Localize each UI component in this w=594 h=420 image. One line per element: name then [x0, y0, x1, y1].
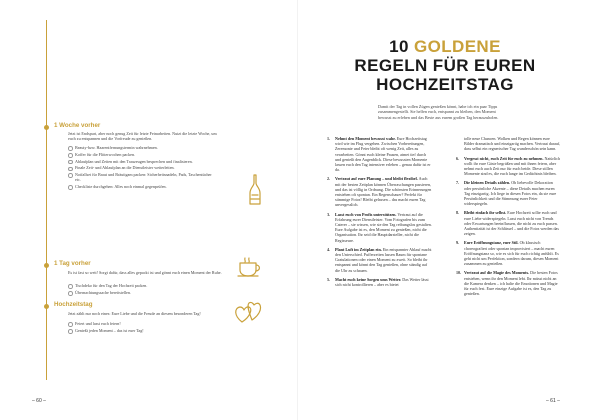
- section-intro-week: Jetzt ist Endspurt, aber noch genug Zeit für letzte Feinarbeiten. Nutzt die letzte Woche, um euch zu entspannen und die Vorfreude zu genießen.: [68, 131, 217, 142]
- rules-column-left: [327, 136, 432, 291]
- page-gutter: [297, 0, 298, 420]
- checklist-item: Übernachtungssache bereitstellen.: [68, 290, 218, 295]
- checklist-item: Finale Zeit- und Ablaufplan an die Dienstleister weiterleiten.: [68, 165, 218, 170]
- rule-item: 9. Eure Eröffnungstanz, euer Stil. Ob klassisch choreografiert oder spontan improvisiert – macht euren Eröffnungstanz so, wie es sich für euch richtig anfühlt. Es geht nicht um Perfektion, sondern darum, diesen Moment zusammen zu genießen.: [456, 240, 559, 267]
- section-title-week: 1 Woche vorher: [54, 122, 101, 129]
- timeline-dot: [44, 125, 49, 130]
- page-title-line2: REGELN FÜR EUREN: [354, 56, 536, 75]
- rule-item: 10. Vertraut auf die Magie des Moments. Die besten Fotos entstehen, wenn ihr den Moment lebt. Ihr müsst nicht an die Kamera denken – ich halte die Emotionen und Magie für euch fest. Eure einzige Aufgabe ist es, den Tag zu genießen.: [456, 270, 558, 297]
- timeline-dot: [44, 304, 49, 309]
- section-title-day-before: 1 Tag vorher: [54, 260, 91, 267]
- checklist-item: Genießt jeden Moment – das ist euer Tag!: [68, 328, 218, 333]
- page-title-line3: HOCHZEITSTAG: [376, 75, 514, 94]
- rule-continuation: tolle neue Chancen. Wolken und Regen können eure Bilder dramatisch und einzigartig machen. Vertraut darauf, dass selbst ein regnerischer Tag wunderschön sein kann.: [464, 136, 561, 152]
- rule-item: 6. Vergesst nicht, euch Zeit für euch zu nehmen. Natürlich wollt ihr eure Gäste begrüßen und mit ihnen feiern, aber nehmt euch auch Zeit nur für euch beide. Diese stillen Momente sind es, die euch lange im Gedächtnis bleiben.: [456, 155, 560, 177]
- checklist-week: [68, 145, 218, 191]
- title-number: 10: [389, 37, 409, 56]
- intro-paragraph: Damit der Tag in vollen Zügen genießen könnt, habe ich ein paar Tipps zusammengestellt. Sie helfen euch, entspannt zu bleiben, den Moment bewusst zu erleben und das Beste aus eurem großen Tag herauszuholen.: [378, 104, 499, 120]
- page-title-line1: [325, 37, 565, 56]
- title-highlight: GOLDENE: [413, 37, 501, 56]
- rule-item: 5. Macht euch keine Sorgen ums Wetter. Das Wetter lässt sich nicht kontrollieren – aber es bietet: [327, 276, 429, 288]
- section-intro-day-before: Es ist fast so weit! Sorgt dafür, dass alles gepackt ist und gönnt euch einen Moment der Ruhe.: [68, 270, 222, 275]
- coffee-cup-icon: [236, 256, 266, 278]
- champagne-bottle-icon: [242, 173, 266, 207]
- rule-item: 3. Lasst euch von Profis unterstützen. Vertraut auf die Erfahrung eurer Dienstleister. Vom Fotografen bis zum Caterer – sie wissen, wie sie den Tag reibungslos gestalten. Eure Aufgabe ist es, den Moment zu genießen, nicht die Organisation. Ihr seid die Hauptdarsteller, nicht die Regisseure.: [327, 211, 432, 243]
- rule-item: 7. Die kleinen Details zählen. Ob liebevolle Dekoration oder persönliche Akzente – diese Details machen euren Tag einzigartig. Ich liege in diesen Fotos ein, da sie eure Persönlichkeit und die Stimmung eurer Feier widerspiegeln.: [456, 180, 557, 207]
- heart-leaves-icon: [232, 296, 268, 328]
- checklist-item: Beauty-bzw. Haarentfernungstermin wahrnehmen.: [68, 145, 218, 150]
- timeline-dot: [44, 263, 49, 268]
- rule-item: 8. Bleibt einfach ihr selbst. Eure Hochzeit sollte euch und eure Liebe widerspiegeln. Lasst euch nicht von Trends oder Erwartungen beeinflussen, die nicht zu euch passen. Authentizität ist der Schlüssel – und die Fotos werden das zeigen.: [456, 210, 559, 237]
- checklist-wedding-day: [68, 321, 218, 335]
- checklist-item: Feiert und lasst euch feiern!: [68, 321, 218, 326]
- page-number-left: – 60 –: [32, 398, 46, 404]
- rule-item: 4. Plant Luft im Zeitplan ein. Ein entspannter Ablauf macht den Unterschied. Pufferzeiten lassen Raum für spontane Gratulationen oder einen Moment zu zweit. So bleibt ihr entspannt und könnt den Tag genießen, ohne ständig auf die Uhr zu schauen.: [327, 246, 432, 273]
- checklist-item: Notfallset für Braut und Bräutigam packen: Sicherheitsnadeln, Pads, Taschentücher etc.: [68, 172, 218, 182]
- rules-column-right: [456, 136, 561, 300]
- checklist-item: Tischdeko für den Tag der Hochzeit packen.: [68, 283, 218, 288]
- timeline-line: [46, 20, 47, 380]
- section-intro-wedding-day: Jetzt zählt nur noch eines: Eure Liebe und die Freude an diesem besonderen Tag!: [68, 311, 201, 316]
- page-number-right: – 61 –: [546, 398, 560, 404]
- checklist-item: Ablaufplan und Zeiten mit den Trauzeugen besprechen und finalisieren.: [68, 159, 218, 164]
- checklist-item: Checkliste durchgehen: Alles noch einmal gegenprüfen.: [68, 184, 218, 189]
- rule-item: 2. Vertraut auf eure Planung – und bleibt flexibel. Auch mit der besten Zeitplan können Überraschungen passieren, und das ist völlig in Ordnung. Die schönsten Erinnerungen entstehen oft spontan. Ein Regenschauer? Perfekt für stimmige Fotos! Bleibt gelassen – das macht euren Tag unvergesslich.: [327, 176, 432, 208]
- checklist-item: Koffer für die Flitterwochen packen.: [68, 152, 218, 157]
- section-title-wedding-day: Hochzeitstag: [54, 301, 93, 308]
- rule-item: 1. Nehmt den Moment bewusst wahr. Eure Hochzeitstag wird wie im Flug vergehen. Zwischen Vorbereitungen, Zeremonie und Feier bleibt oft wenig Zeit, alles zu verarbeiten. Gönnt euch kleine Pausen, atmet tief durch und genießt den Augenblick. Diese bewussten Momente lassen euch den Tag intensiver erleben – genau dafür ist er da.: [327, 136, 431, 173]
- checklist-day-before: [68, 283, 218, 297]
